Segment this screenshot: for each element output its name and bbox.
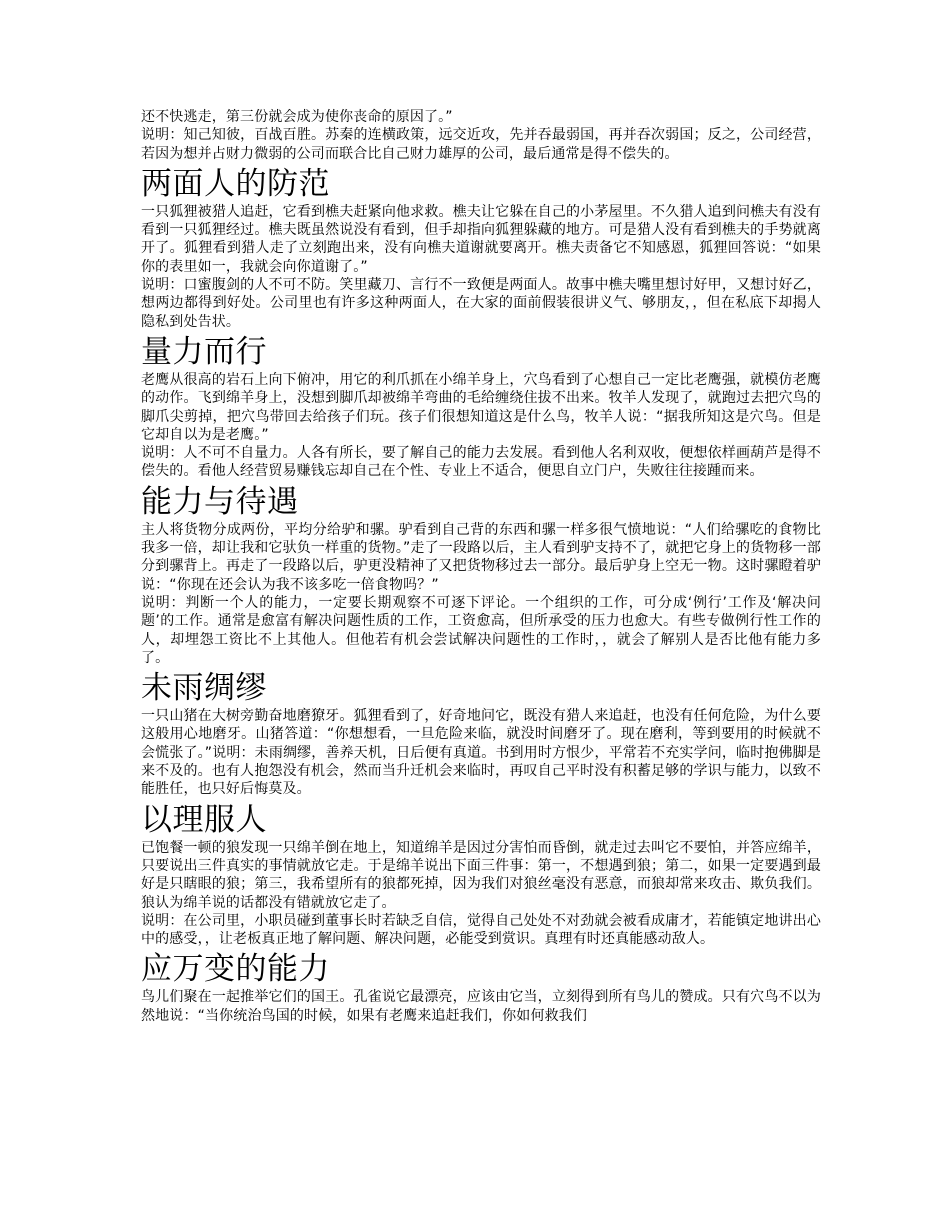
paragraph: 说明：在公司里，小职员碰到董事长时若缺乏自信，觉得自己处处不对劲就会被看成庸才，若能镇定地讲出心中的感受，，让老板真正地了解问题、解决问题，必能受到赏识。真理有时还真能感动敌人。	[141, 912, 821, 948]
paragraph: 老鹰从很高的岩石上向下俯冲，用它的利爪抓在小绵羊身上，穴鸟看到了心想自己一定比老鹰强，就模仿老鹰的动作。飞到绵羊身上，没想到脚爪却被绵羊弯曲的毛给缠绕住拔不出来。牧羊人发现了，就跑过去把穴鸟的脚爪尖剪掉，把穴鸟带回去给孩子们玩。孩子们很想知道这是什么鸟，牧羊人说：“据我所知这是穴鸟。但是它却自以为是老鹰。”	[141, 371, 821, 443]
section-heading: 以理服人	[141, 801, 267, 838]
paragraph: 鸟儿们聚在一起推举它们的国王。孔雀说它最漂亮，应该由它当，立刻得到所有鸟儿的赞成。只有穴鸟不以为然地说：“当你统治鸟国的时候，如果有老鹰来追赶我们，你如何救我们	[141, 989, 821, 1024]
paragraph: 还不快逃走，第三份就会成为使你丧命的原因了。”	[141, 109, 453, 125]
section-heading: 量力而行	[141, 333, 267, 370]
paragraph: 说明：判断一个人的能力，一定要长期观察不可逐下评论。一个组织的工作，可分成‘例行’工作及‘解决问题’的工作。通常是愈富有解决问题性质的工作，工资愈高，但所承受的压力也愈大。有些专做例行性工作的人，却埋怨工资比不上其他人。但他若有机会尝试解决问题性的工作时，，就会了解别人是否比他有能力多了。	[141, 594, 821, 666]
section-heading: 未雨绸缪	[141, 670, 267, 707]
paragraph: 一只狐狸被猎人追赶，它看到樵夫赶紧向他求救。樵夫让它躲在自己的小茅屋里。不久猎人追到问樵夫有没有看到一只狐狸经过。樵夫既虽然说没有看到，但手却指向狐狸躲藏的地方。可是猎人没有看到樵夫的手势就离开了。狐狸看到猎人走了立刻跑出来，没有向樵夫道谢就要离开。樵夫责备它不知感恩，狐狸回答说：“如果你的表里如一，我就会向你道谢了。”	[141, 203, 821, 275]
paragraph: 已饱餐一顿的狼发现一只绵羊倒在地上，知道绵羊是因过分害怕而昏倒，就走过去叫它不要怕，并答应绵羊，只要说出三件真实的事情就放它走。于是绵羊说出下面三件事：第一，不想遇到狼；第二，如果一定要遇到最好是只瞎眼的狼；第三，我希望所有的狼都死掉，因为我们对狼丝毫没有恶意，而狼却常来攻击、欺负我们。狼认为绵羊说的话都没有错就放它走了。	[141, 839, 821, 911]
paragraph: 一只山猪在大树旁勤奋地磨獠牙。狐狸看到了，好奇地问它，既没有猎人来追赶，也没有任何危险，为什么要这般用心地磨牙。山猪答道：“你想想看，一旦危险来临，就没时间磨牙了。现在磨利，等到要用的时候就不会慌张了。”说明：未雨绸缪，善养天机，日后便有真道。书到用时方恨少，平常若不充实学问，临时抱佛脚是来不及的。也有人抱怨没有机会，然而当升迁机会来临时，再叹自己平时没有积蓄足够的学识与能力，以致不能胜任，也只好后悔莫及。	[141, 708, 821, 798]
section-heading: 应万变的能力	[141, 951, 330, 988]
section-heading: 能力与待遇	[141, 483, 299, 520]
paragraph: 说明：知己知彼，百战百胜。苏秦的连横政策，远交近攻，先并吞最弱国，再并吞次弱国；反之，公司经营，若因为想并占财力微弱的公司而联合比自己财力雄厚的公司，最后通常是得不偿失的。	[141, 127, 821, 162]
paragraph: 说明：人不可不自量力。人各有所长，要了解自己的能力去发展。看到他人名利双收，便想依样画葫芦是得不偿失的。看他人经营贸易赚钱忘却自己在个性、专业上不适合，便思自立门户，失败往往接踵而来。	[141, 445, 821, 480]
document-body	[141, 108, 821, 1025]
paragraph: 说明：口蜜腹剑的人不可不防。笑里藏刀、言行不一致便是两面人。故事中樵夫嘴里想讨好甲，又想讨好乙，想两边都得到好处。公司里也有许多这种两面人，在大家的面前假装很讲义气、够朋友，，但在私底下却揭人隐私到处告状。	[141, 277, 821, 330]
section-heading: 两面人的防范	[141, 165, 330, 202]
paragraph: 主人将货物分成两份，平均分给驴和骡。驴看到自己背的东西和骡一样多很气愤地说：“人们给骡吃的食物比我多一倍，却让我和它驮负一样重的货物。”走了一段路以后，主人看到驴支持不了，就把它身上的货物移一部分到骡背上。再走了一段路以后，驴更没精神了又把货物移过去一部分。最后驴身上空无一物。这时骡瞪着驴说：“你现在还会认为我不该多吃一倍食物吗？”	[141, 521, 821, 593]
